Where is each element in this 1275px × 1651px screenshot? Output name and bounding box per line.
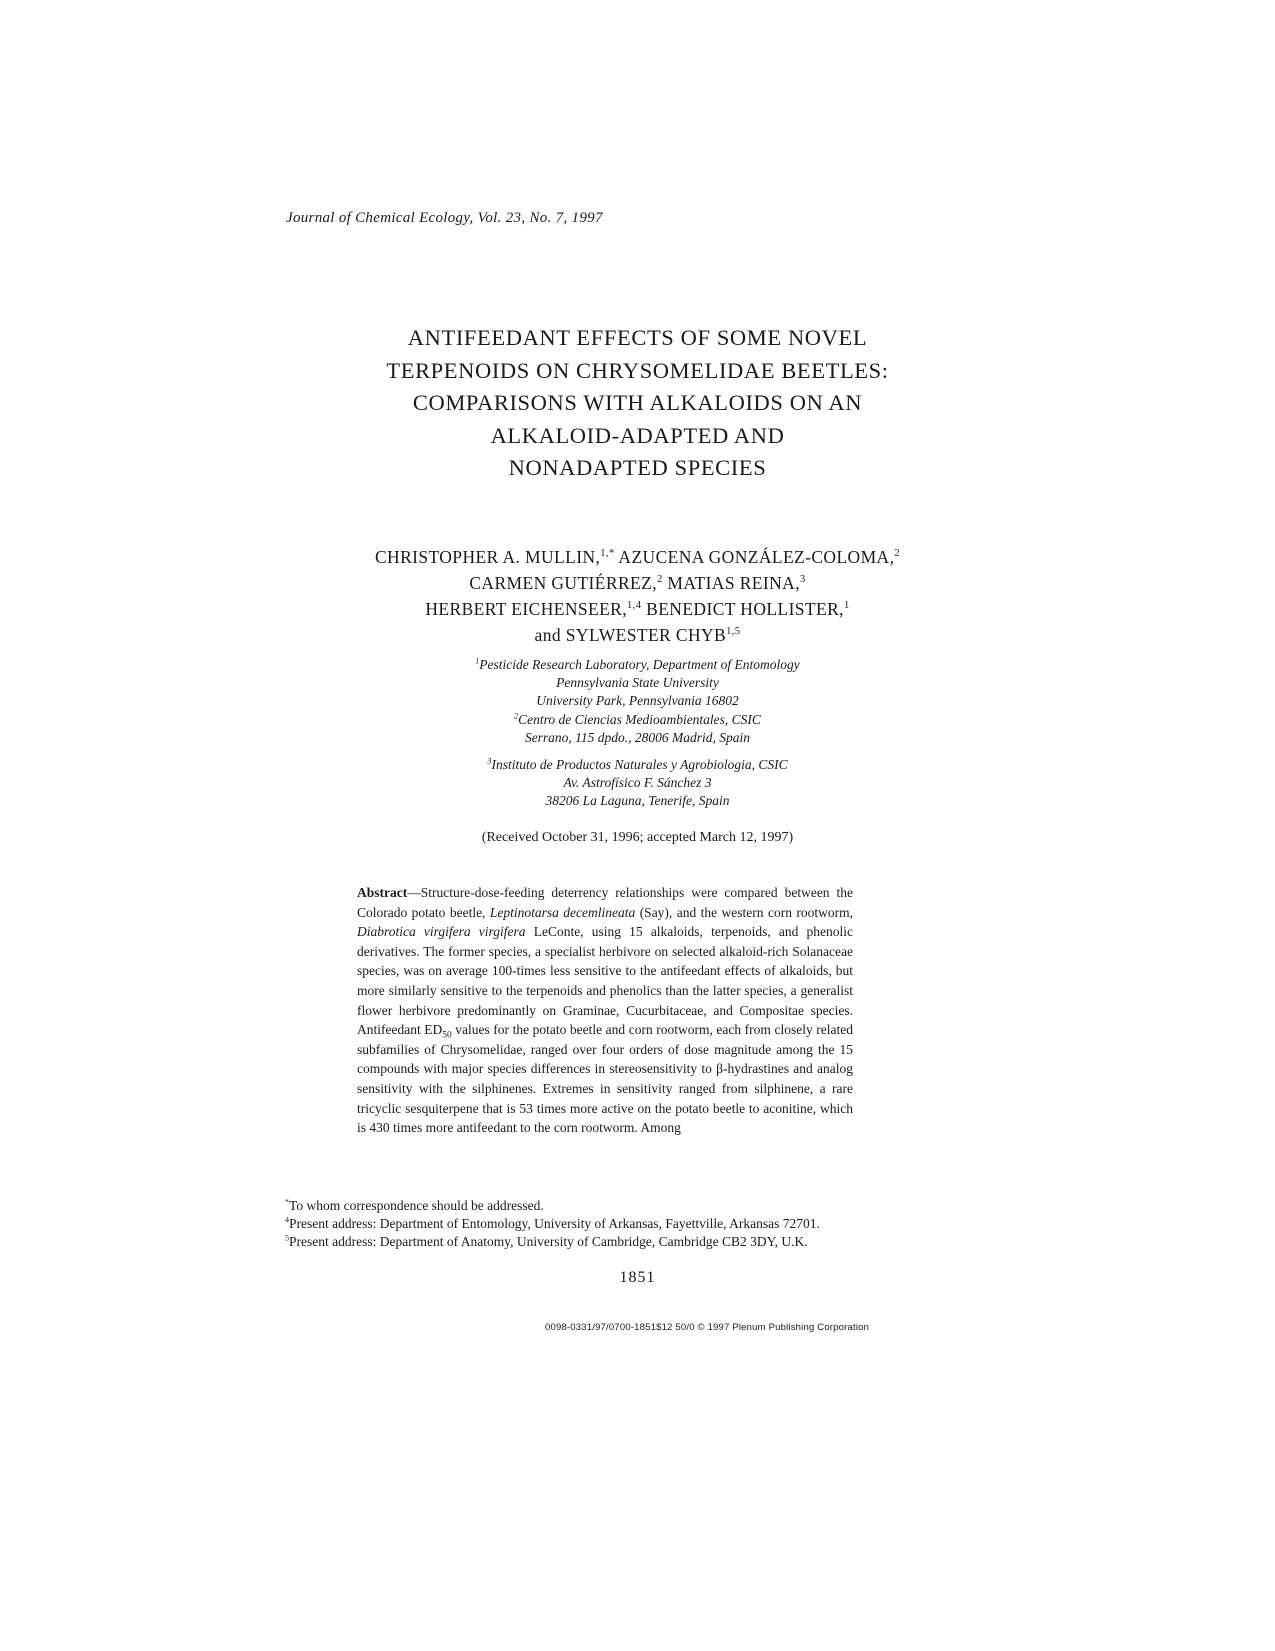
affiliation-line: Av. Astrofísico F. Sánchez 3	[563, 775, 712, 790]
author-sup: 3	[799, 574, 806, 586]
author-name: and SYLWESTER CHYB	[534, 625, 727, 645]
affiliation-sup: 2	[514, 711, 519, 721]
abstract-subscript: 50	[442, 1030, 452, 1041]
affiliation-sup: 1	[475, 656, 480, 666]
affiliation-2	[0, 711, 1275, 747]
footnote-sup: 4	[285, 1215, 290, 1225]
author-sup: 1	[843, 600, 850, 612]
footnote-sup: 5	[285, 1233, 290, 1243]
affiliation-sup: 3	[487, 756, 492, 766]
footnote	[285, 1215, 820, 1233]
species-name: Leptinotarsa decemlineata	[489, 904, 636, 920]
affiliation-line: University Park, Pennsylvania 16802	[536, 693, 739, 708]
author-name: CHRISTOPHER A. MULLIN,	[374, 547, 601, 567]
author-name: AZUCENA GONZÁLEZ-COLOMA,	[614, 547, 895, 567]
title-line: NONADAPTED SPECIES	[508, 455, 767, 480]
abstract-text: —Structure-dose-feeding deterrency relationships were compared between the Colorado potato beetle,	[357, 885, 853, 920]
title-line: TERPENOIDS ON CHRYSOMELIDAE BEETLES:	[386, 357, 889, 383]
author-line	[0, 570, 1275, 596]
abstract	[357, 883, 853, 1138]
abstract-text: LeConte, using 15 alkaloids, terpenoids, and phenolic derivatives. The former species, a specialist herbivore on selected alkaloid-rich Solanaceae species, was on average 100-times less sensitive to the antifeedant effects of alkaloids, but more similarly sensitive to the terpenoids and phenolics than the latter species, a generalist flower herbivore predominantly on Graminae, Cucurbitaceae, and Compositae species. Antifeedant ED	[357, 924, 853, 1038]
footnote	[285, 1197, 820, 1215]
abstract-paragraph	[357, 883, 853, 1138]
affiliation-line: Centro de Ciencias Medioambientales, CSIC	[518, 712, 761, 727]
abstract-text: (Say), and the western corn rootworm,	[635, 904, 853, 920]
author-line	[0, 596, 1275, 622]
affiliation-line: Pesticide Research Laboratory, Department of Entomology	[479, 657, 800, 672]
footnote	[285, 1233, 820, 1251]
footnote-sup: *	[285, 1197, 290, 1207]
title-line: ALKALOID-ADAPTED AND	[490, 422, 785, 448]
page-number: 1851	[619, 1269, 656, 1286]
author-sup: 1,*	[600, 548, 615, 560]
abstract-text: values for the potato beetle and corn rootworm, each from closely related subfamilies of Chrysomelidae, ranged over four orders of dose magnitude among the 15 compounds with major species differences in stereosensitivity to β-hydrastines and analog sensitivity with the silphinenes. Extremes in sensitivity ranged from silphinene, a rare tricyclic sesquiterpene that is 53 times more active on the potato beetle to aconitine, which is 430 times more antifeedant to the corn rootworm. Among	[357, 1022, 853, 1136]
author-line	[0, 544, 1275, 570]
author-sup: 2	[656, 574, 663, 586]
author-name: HERBERT EICHENSEER,	[425, 599, 628, 619]
affiliation-3	[0, 756, 1275, 810]
author-list	[0, 544, 1275, 648]
author-name: CARMEN GUTIÉRREZ,	[469, 573, 657, 593]
author-sup: 1,5	[726, 626, 741, 638]
author-line	[0, 622, 1275, 648]
title-line: ANTIFEEDANT EFFECTS OF SOME NOVEL	[407, 325, 868, 350]
species-name: Diabrotica virgifera virgifera	[357, 924, 526, 940]
title-line: COMPARISONS WITH ALKALOIDS ON AN	[412, 390, 863, 415]
author-name: BENEDICT HOLLISTER,	[641, 599, 844, 619]
author-name: MATIAS REINA,	[662, 573, 800, 593]
journal-citation: Journal of Chemical Ecology, Vol. 23, No. 7, 1997	[286, 210, 603, 226]
footnote-text: Present address: Department of Entomology, University of Arkansas, Fayettville, Arkansas 72701.	[289, 1216, 820, 1231]
footnote-text: Present address: Department of Anatomy, University of Cambridge, Cambridge CB2 3DY, U.K.	[289, 1234, 808, 1249]
abstract-label: Abstract	[357, 885, 408, 900]
paper-title	[0, 322, 1275, 485]
author-sup: 2	[894, 548, 901, 560]
footnotes	[285, 1197, 820, 1251]
affiliation-line: Serrano, 115 dpdo., 28006 Madrid, Spain	[524, 730, 751, 745]
affiliation-1	[0, 656, 1275, 710]
affiliation-line: 38206 La Laguna, Tenerife, Spain	[545, 793, 730, 808]
affiliation-line: Instituto de Productos Naturales y Agrobiologia, CSIC	[491, 757, 788, 772]
footnote-text: To whom correspondence should be addressed.	[289, 1198, 544, 1213]
copyright-line: 0098-0331/97/0700-1851$12 50/0 © 1997 Plenum Publishing Corporation	[545, 1322, 870, 1333]
received-dates: (Received October 31, 1996; accepted March 12, 1997)	[481, 830, 794, 845]
affiliation-line: Pennsylvania State University	[556, 675, 719, 690]
author-sup: 1,4	[627, 600, 642, 612]
